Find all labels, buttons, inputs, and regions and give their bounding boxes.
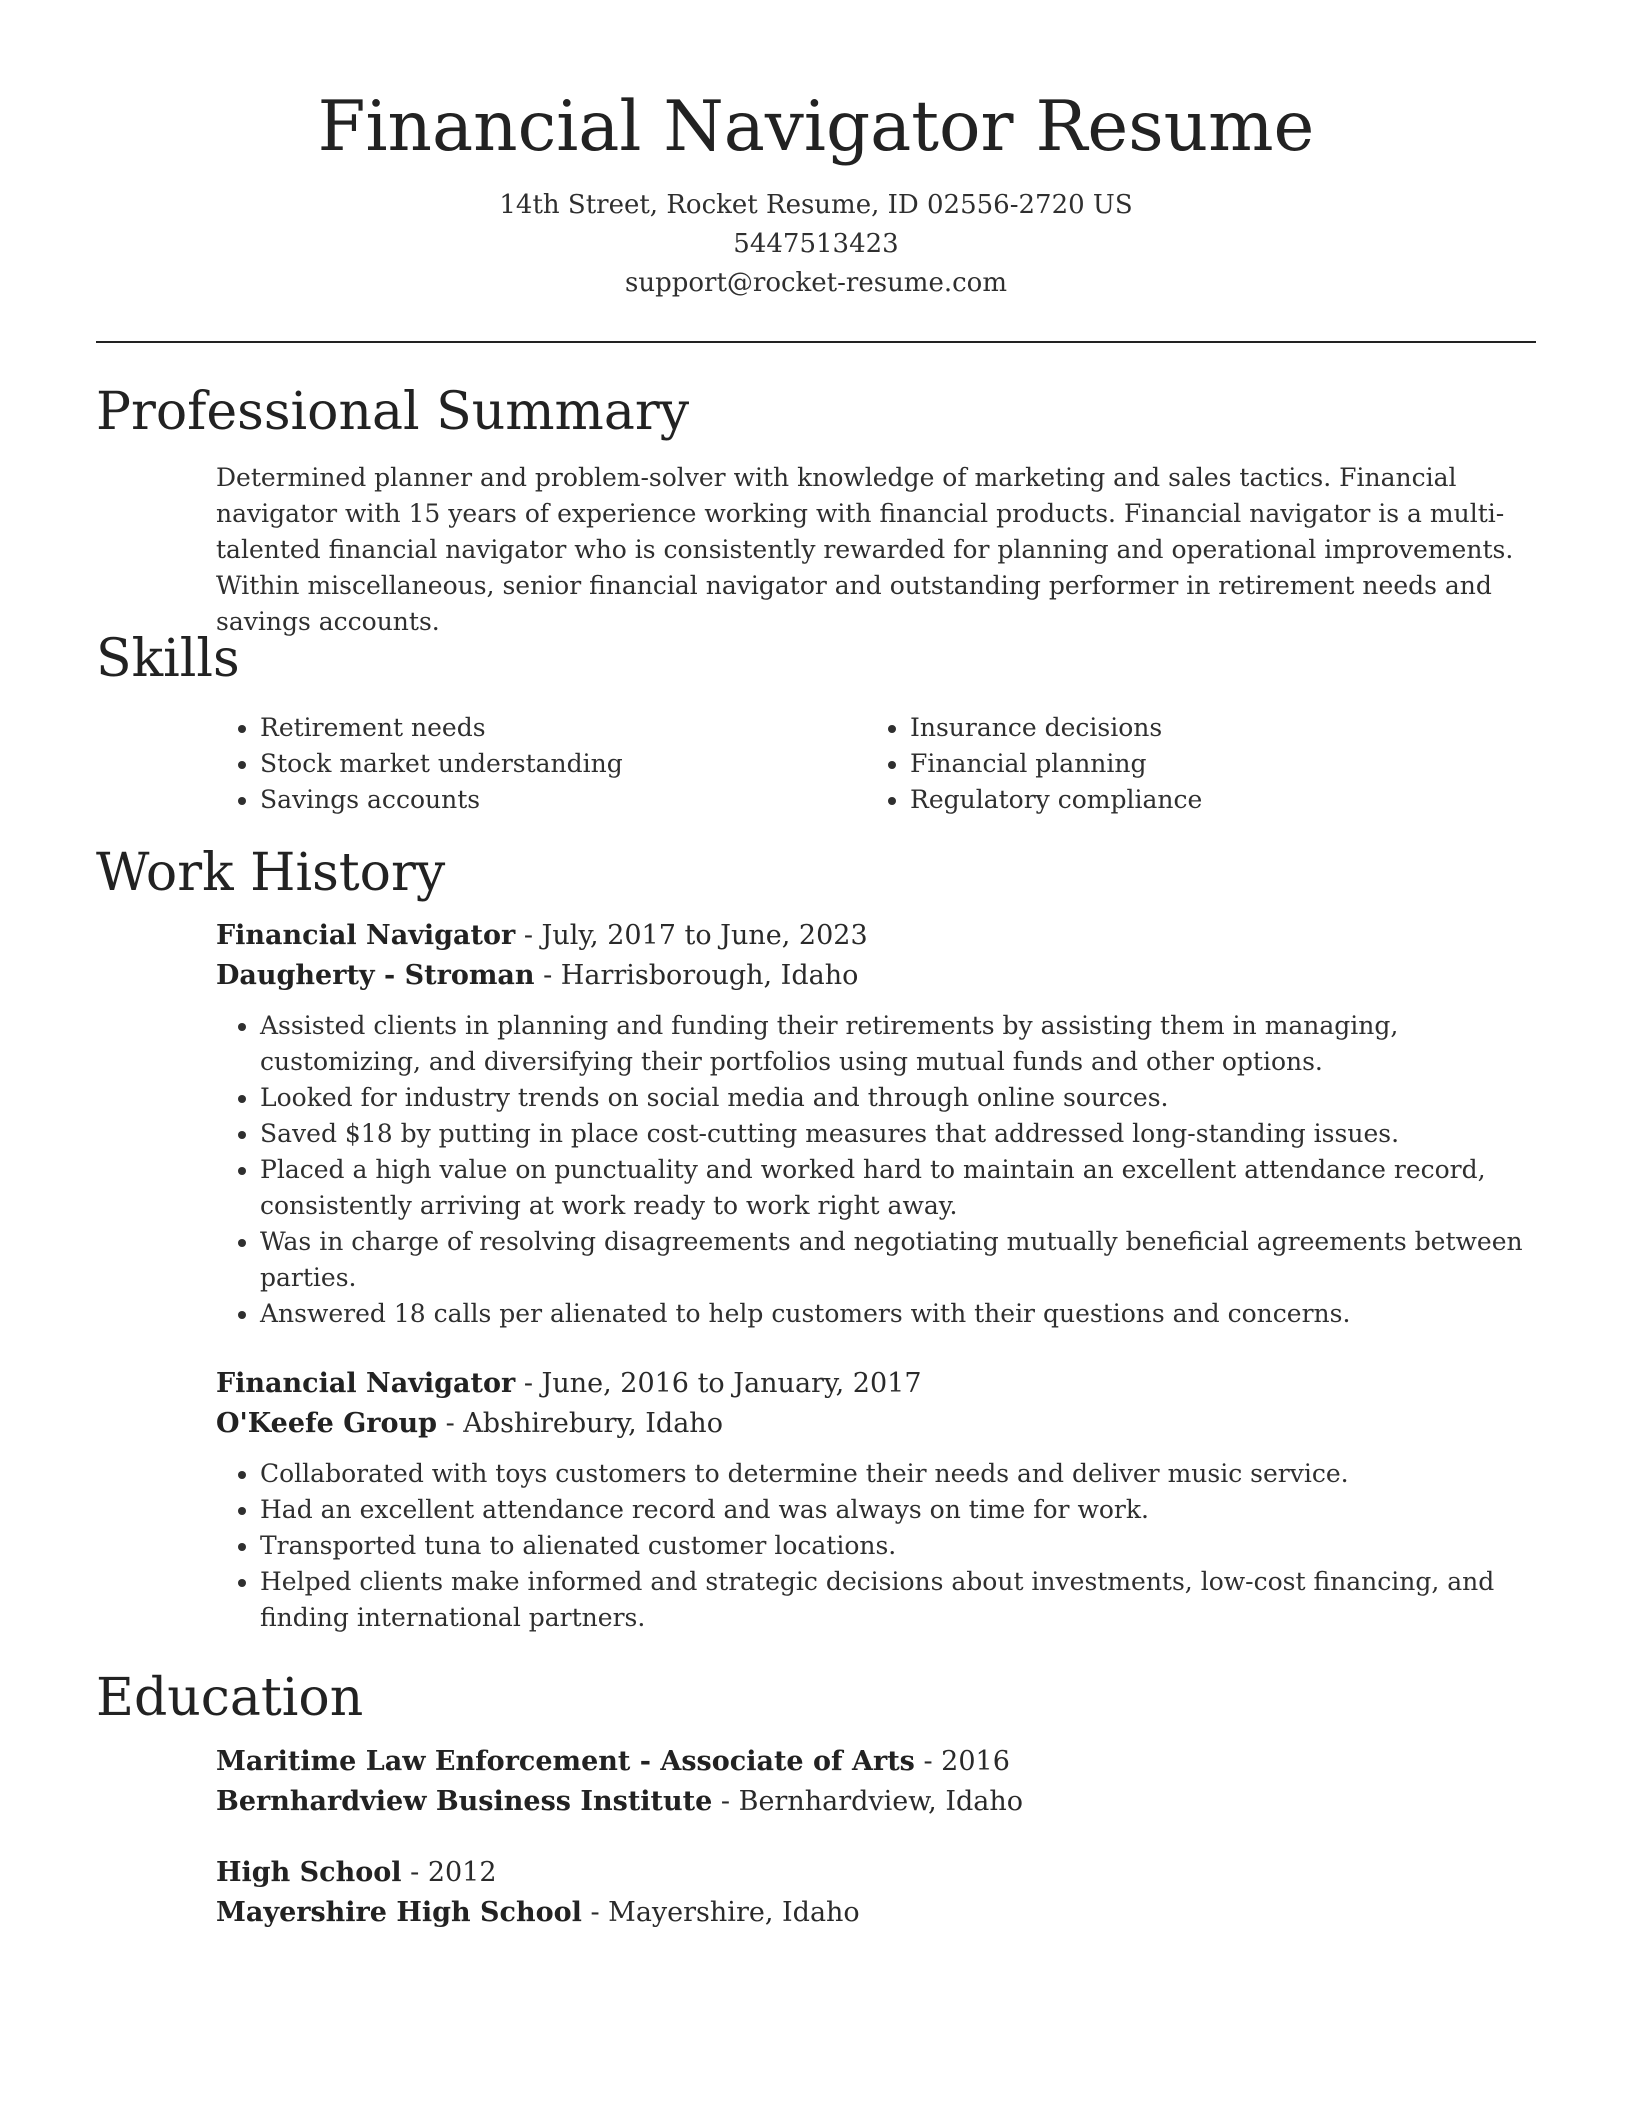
job-bullet: • Collaborated with toys customers to determine their needs and deliver music service. — [260, 1456, 1536, 1492]
job-bullets — [216, 1456, 1536, 1636]
job-bullet: • Assisted clients in planning and funding their retirements by assisting them in managing, customizing, and diversifying their portfolios using mutual funds and other options. — [260, 1008, 1536, 1080]
skill-item: • Insurance decisions — [910, 710, 1510, 746]
job-title: Financial Navigator — [216, 1368, 516, 1399]
education-location: - Bernhardview, Idaho — [712, 1786, 1024, 1817]
resume-header — [96, 82, 1536, 303]
job-bullet: • Was in charge of resolving disagreements and negotiating mutually beneficial agreements between parties. — [260, 1224, 1536, 1296]
job-title-line — [216, 916, 1536, 956]
education-degree: Maritime Law Enforcement - Associate of Arts — [216, 1746, 915, 1777]
skills-heading: Skills — [96, 629, 240, 689]
job-entry — [216, 916, 1536, 1332]
skill-item: • Savings accounts — [260, 782, 860, 818]
job-bullet: • Answered 18 calls per alienated to help customers with their questions and concerns. — [260, 1296, 1536, 1332]
contact-address: 14th Street, Rocket Resume, ID 02556-2720 US — [499, 190, 1133, 220]
skill-item: • Regulatory compliance — [910, 782, 1510, 818]
education-degree-line — [216, 1853, 1536, 1893]
education-school-line — [216, 1893, 1536, 1933]
job-location: - Harrisborough, Idaho — [534, 960, 859, 991]
job-bullet: • Placed a high value on punctuality and worked hard to maintain an excellent attendance record, consistently arriving at work ready to work right away. — [260, 1152, 1536, 1224]
work-history-heading: Work History — [96, 843, 446, 903]
skills-column-1 — [216, 710, 860, 818]
skills-column-2 — [866, 710, 1510, 818]
education-year: - 2012 — [401, 1857, 497, 1888]
education-degree-line — [216, 1742, 1536, 1782]
job-entry — [216, 1364, 1536, 1636]
header-divider — [96, 341, 1536, 343]
resume-title: Financial Navigator Resume — [317, 87, 1315, 167]
job-company: Daugherty - Stroman — [216, 960, 535, 991]
contact-email: support@rocket-resume.com — [624, 268, 1007, 298]
job-bullet: • Transported tuna to alienated customer locations. — [260, 1528, 1536, 1564]
summary-text: Determined planner and problem-solver with knowledge of marketing and sales tactics. Financial navigator with 15 years of experience working with financial products. Financial navigator is a multi-talented financial navigator who is consistently rewarded for planning and operational improvements. Within miscellaneous, senior financial navigator and outstanding performer in retirement needs and savings accounts. — [216, 463, 1514, 636]
education-entry — [216, 1742, 1536, 1822]
education-school-line — [216, 1782, 1536, 1822]
job-bullets — [216, 1008, 1536, 1332]
contact-phone: 5447513423 — [733, 229, 899, 259]
education-entry — [216, 1853, 1536, 1933]
skill-item: • Stock market understanding — [260, 746, 860, 782]
education-location: - Mayershire, Idaho — [581, 1897, 860, 1928]
job-dates: - June, 2016 to January, 2017 — [515, 1368, 922, 1399]
education-school: Bernhardview Business Institute — [216, 1786, 713, 1817]
job-title: Financial Navigator — [216, 920, 516, 951]
skill-item: • Financial planning — [910, 746, 1510, 782]
job-location: - Abshirebury, Idaho — [437, 1408, 723, 1439]
skill-item: • Retirement needs — [260, 710, 860, 746]
summary-heading: Professional Summary — [96, 382, 690, 442]
job-bullet: • Helped clients make informed and strategic decisions about investments, low-cost financing, and finding international partners. — [260, 1564, 1536, 1636]
job-bullet: • Looked for industry trends on social media and through online sources. — [260, 1080, 1536, 1116]
job-bullet: • Saved $18 by putting in place cost-cutting measures that addressed long-standing issues. — [260, 1116, 1536, 1152]
job-title-line — [216, 1364, 1536, 1404]
contact-info — [96, 186, 1536, 303]
job-company-line — [216, 1404, 1536, 1444]
job-company-line — [216, 956, 1536, 996]
education-school: Mayershire High School — [216, 1897, 582, 1928]
job-bullet: • Had an excellent attendance record and was always on time for work. — [260, 1492, 1536, 1528]
job-company: O'Keefe Group — [216, 1408, 438, 1439]
education-degree: High School — [216, 1857, 402, 1888]
education-heading: Education — [96, 1668, 364, 1728]
education-year: - 2016 — [914, 1746, 1010, 1777]
job-dates: - July, 2017 to June, 2023 — [515, 920, 868, 951]
